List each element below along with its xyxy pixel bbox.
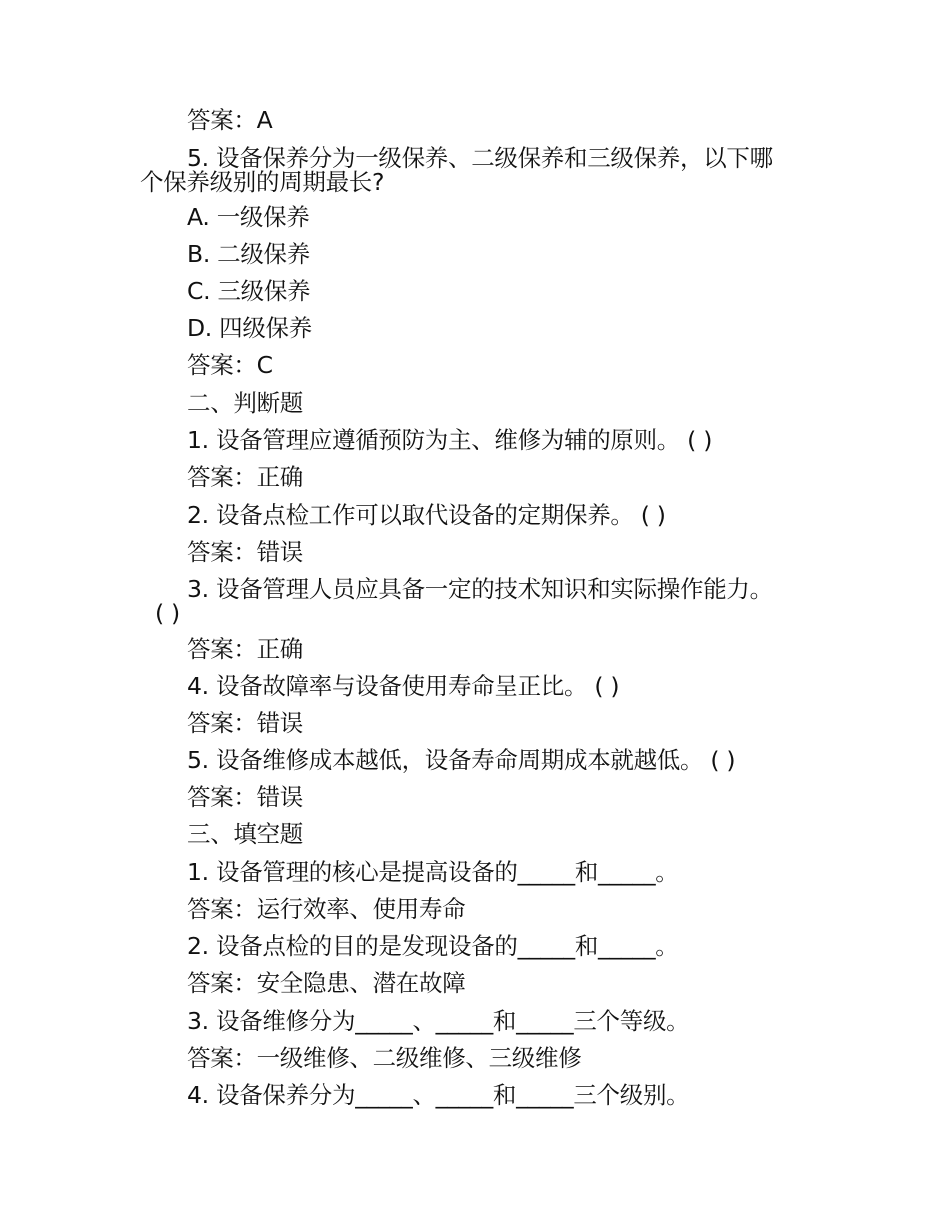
question-text-continued: ( ) <box>155 599 180 627</box>
answer-line: 答案：正确 <box>187 463 303 491</box>
section-heading: 二、判断题 <box>187 389 303 417</box>
question-text: 5. 设备维修成本越低，设备寿命周期成本就越低。 ( ) <box>187 746 736 774</box>
option-b: B. 二级保养 <box>187 240 310 268</box>
answer-line: 答案：错误 <box>187 538 303 566</box>
answer-line: 答案：C <box>187 351 273 379</box>
question-text: 4. 设备保养分为_____、_____和_____三个级别。 <box>187 1081 690 1109</box>
option-a: A. 一级保养 <box>187 203 310 231</box>
section-heading: 三、填空题 <box>187 820 303 848</box>
question-text: 1. 设备管理的核心是提高设备的_____和_____。 <box>187 858 679 886</box>
answer-line: 答案：错误 <box>187 709 303 737</box>
option-d: D. 四级保养 <box>187 314 312 342</box>
question-text: 2. 设备点检工作可以取代设备的定期保养。 ( ) <box>187 501 666 529</box>
answer-line: 答案：错误 <box>187 783 303 811</box>
option-c: C. 三级保养 <box>187 277 311 305</box>
question-text: 1. 设备管理应遵循预防为主、维修为辅的原则。 ( ) <box>187 426 713 454</box>
answer-line: 答案：安全隐患、潜在故障 <box>187 969 466 997</box>
question-text-continued: 个保养级别的周期最长? <box>140 168 385 196</box>
question-text: 2. 设备点检的目的是发现设备的_____和_____。 <box>187 932 679 960</box>
question-text: 3. 设备维修分为_____、_____和_____三个等级。 <box>187 1007 690 1035</box>
answer-line: 答案：正确 <box>187 635 303 663</box>
answer-line: 答案：A <box>187 106 273 134</box>
question-text: 5. 设备保养分为一级保养、二级保养和三级保养，以下哪 <box>187 144 773 172</box>
question-text: 3. 设备管理人员应具备一定的技术知识和实际操作能力。 <box>187 575 773 603</box>
question-text: 4. 设备故障率与设备使用寿命呈正比。 ( ) <box>187 672 620 700</box>
answer-line: 答案：一级维修、二级维修、三级维修 <box>187 1044 582 1072</box>
answer-line: 答案：运行效率、使用寿命 <box>187 895 466 923</box>
